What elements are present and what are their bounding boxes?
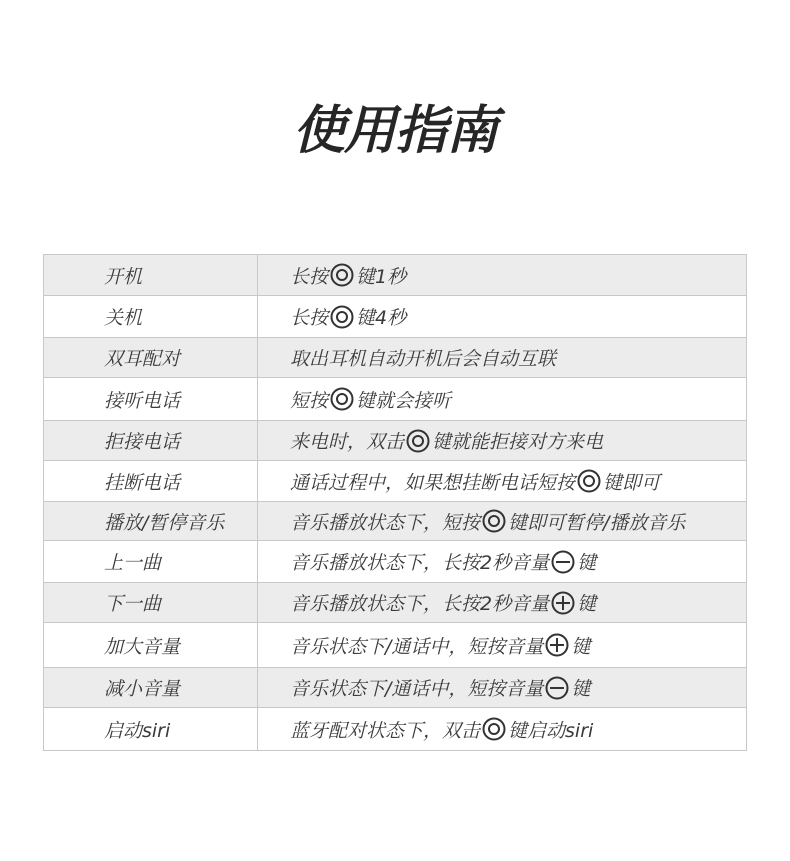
power-button-icon	[330, 305, 354, 329]
description-cell	[258, 623, 747, 668]
table-row	[44, 461, 747, 502]
power-button-icon	[406, 429, 430, 453]
description-text: 音乐状态下/通话中，短按音量	[290, 678, 544, 700]
description-text: 键就能拒接对方来电	[432, 431, 604, 453]
power-button-icon	[482, 717, 506, 741]
description-text: 键4秒	[356, 307, 407, 329]
action-cell: 接听电话	[44, 378, 258, 421]
table-row	[44, 668, 747, 708]
minus-button-icon	[545, 676, 569, 700]
action-cell: 减小音量	[44, 668, 258, 708]
description-text: 键启动siri	[508, 719, 594, 742]
action-cell: 启动siri	[44, 708, 258, 751]
description-text: 短按	[290, 389, 329, 412]
description-cell	[258, 502, 747, 541]
action-cell: 下一曲	[44, 583, 258, 623]
description-text: 长按	[290, 307, 329, 329]
description-cell	[258, 708, 747, 751]
page-title: 使用指南	[292, 101, 497, 161]
description-text: 取出耳机自动开机后会自动互联	[290, 348, 557, 370]
description-text: 来电时，双击	[290, 431, 405, 453]
minus-button-icon	[551, 550, 575, 574]
description-cell	[258, 541, 747, 583]
table-row	[44, 338, 747, 378]
description-cell	[258, 668, 747, 708]
table-row	[44, 378, 747, 421]
description-cell	[258, 338, 747, 378]
description-text: 蓝牙配对状态下，双击	[290, 719, 481, 742]
description-text: 键	[577, 552, 597, 574]
description-text: 音乐播放状态下，短按	[290, 511, 481, 534]
usage-guide-table	[43, 254, 747, 751]
power-button-icon	[482, 509, 506, 533]
description-text: 长按	[290, 265, 329, 288]
table-row	[44, 255, 747, 296]
power-button-icon	[330, 387, 354, 411]
table-row	[44, 502, 747, 541]
description-cell	[258, 583, 747, 623]
description-text: 键就会接听	[356, 389, 452, 412]
action-cell: 开机	[44, 255, 258, 296]
description-cell	[258, 461, 747, 502]
table-row	[44, 708, 747, 751]
description-text: 音乐播放状态下，长按2秒音量	[290, 552, 550, 574]
action-cell: 上一曲	[44, 541, 258, 583]
action-cell: 播放/暂停音乐	[44, 502, 258, 541]
table-row	[44, 623, 747, 668]
power-button-icon	[330, 263, 354, 287]
table-row	[44, 296, 747, 338]
description-text: 键1秒	[356, 265, 407, 288]
description-cell	[258, 255, 747, 296]
action-cell: 加大音量	[44, 623, 258, 668]
description-cell	[258, 421, 747, 461]
power-button-icon	[577, 469, 601, 493]
action-cell: 拒接电话	[44, 421, 258, 461]
plus-button-icon	[551, 591, 575, 615]
description-text: 键即可	[603, 471, 661, 494]
description-text: 键即可暂停/播放音乐	[508, 511, 686, 534]
table-row	[44, 541, 747, 583]
action-cell: 双耳配对	[44, 338, 258, 378]
description-text: 键	[571, 635, 591, 658]
table-row	[44, 583, 747, 623]
description-cell	[258, 378, 747, 421]
description-text: 通话过程中，如果想挂断电话短按	[290, 471, 576, 494]
description-cell	[258, 296, 747, 338]
description-text: 音乐播放状态下，长按2秒音量	[290, 593, 550, 615]
plus-button-icon	[545, 633, 569, 657]
description-text: 音乐状态下/通话中，短按音量	[290, 635, 544, 658]
action-cell: 挂断电话	[44, 461, 258, 502]
action-cell: 关机	[44, 296, 258, 338]
description-text: 键	[571, 678, 591, 700]
description-text: 键	[577, 593, 597, 615]
table-row	[44, 421, 747, 461]
